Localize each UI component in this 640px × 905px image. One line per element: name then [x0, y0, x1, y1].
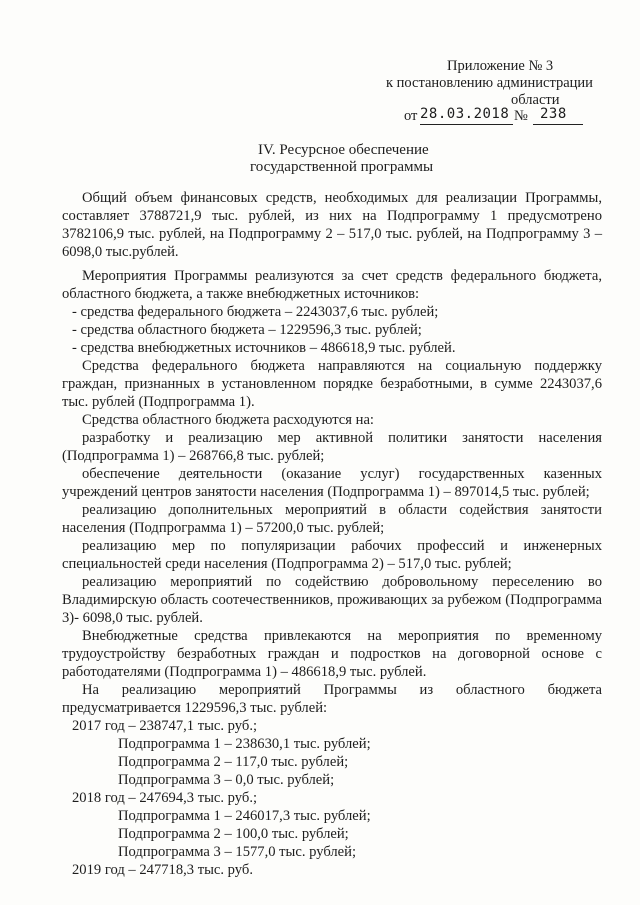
- paragraph-additional-measures: реализацию дополнительных мероприятий в области содействия занятости населения (Подпрограмма 1) – 57200,0 тыс. рублей;: [62, 502, 602, 536]
- subprogram-item: Подпрограмма 2 – 117,0 тыс. рублей;: [118, 754, 349, 770]
- section-title-line1: IV. Ресурсное обеспечение: [258, 142, 429, 158]
- decree-label: к постановлению администрации: [386, 75, 593, 91]
- paragraph-resettlement: реализацию мероприятий по содействию добровольному переселению во Владимирскую область соотечественников, проживающих за рубежом (Подпрограмма 3)- 6098,0 тыс. рублей.: [62, 574, 602, 626]
- year-2019: 2019 год – 247718,3 тыс. руб.: [72, 862, 253, 878]
- subprogram-item: Подпрограмма 3 – 0,0 тыс. рублей;: [118, 772, 335, 788]
- decree-number: 238: [540, 106, 567, 122]
- list-item: - средства федерального бюджета – 2243037,6 тыс. рублей;: [72, 304, 439, 320]
- paragraph-extrabudgetary: Внебюджетные средства привлекаются на мероприятия по временному трудоустройству безработных граждан и подростков на договорной основе с работодателями (Подпрограмма 1) – 486618,9 тыс. рублей.: [62, 628, 602, 680]
- number-prefix: №: [514, 108, 528, 124]
- date-prefix: от: [404, 108, 418, 124]
- subprogram-item: Подпрограмма 1 – 238630,1 тыс. рублей;: [118, 736, 371, 752]
- number-underline: [533, 124, 583, 125]
- appendix-label: Приложение № 3: [447, 58, 554, 74]
- paragraph-active-policy: разработку и реализацию мер активной политики занятости населения (Подпрограмма 1) – 268766,8 тыс. рублей;: [62, 430, 602, 464]
- subprogram-item: Подпрограмма 1 – 246017,3 тыс. рублей;: [118, 808, 371, 824]
- paragraph-federal-budget: Средства федерального бюджета направляются на социальную поддержку граждан, признанных в установленном порядке безработными, в сумме 2243037,6 тыс. рублей (Подпрограмма 1).: [62, 358, 602, 410]
- subprogram-item: Подпрограмма 2 – 100,0 тыс. рублей;: [118, 826, 349, 842]
- list-item: - средства областного бюджета – 1229596,3 тыс. рублей;: [72, 322, 422, 338]
- paragraph-professions: реализацию мер по популяризации рабочих профессий и инженерных специальностей среди населения (Подпрограмма 2) – 517,0 тыс. рублей;: [62, 538, 602, 572]
- region-label: области: [511, 92, 560, 108]
- year-2018: 2018 год – 247694,3 тыс. руб.;: [72, 790, 258, 806]
- year-2017: 2017 год – 238747,1 тыс. руб.;: [72, 718, 258, 734]
- paragraph-employment-centers: обеспечение деятельности (оказание услуг) государственных казенных учреждений центров занятости населения (Подпрограмма 1) – 897014,5 тыс. рублей;: [62, 466, 602, 500]
- date-underline: [420, 124, 513, 125]
- paragraph-total-funding: Общий объем финансовых средств, необходимых для реализации Программы, составляет 3788721,9 тыс. рублей, из них на Подпрограмму 1 предусмотрено 3782106,9 тыс. рублей, на Подпрограмму 2 – 517,0 тыс. рублей, на Подпрограмму 3 – 6098,0 тыс.рублей.: [62, 190, 602, 260]
- paragraph-funding-sources: Мероприятия Программы реализуются за счет средств федерального бюджета, областного бюджета, а также внебюджетных источников:: [62, 268, 602, 302]
- decree-date: 28.03.2018: [420, 106, 510, 122]
- paragraph-regional-total: На реализацию мероприятий Программы из областного бюджета предусматривается 1229596,3 тыс. рублей:: [62, 682, 602, 716]
- subprogram-item: Подпрограмма 3 – 1577,0 тыс. рублей;: [118, 844, 357, 860]
- document-body: [62, 189, 602, 879]
- paragraph-regional-budget: Средства областного бюджета расходуются на:: [82, 412, 374, 428]
- list-item: - средства внебюджетных источников – 486618,9 тыс. рублей.: [72, 340, 456, 356]
- section-title-line2: государственной программы: [250, 159, 434, 175]
